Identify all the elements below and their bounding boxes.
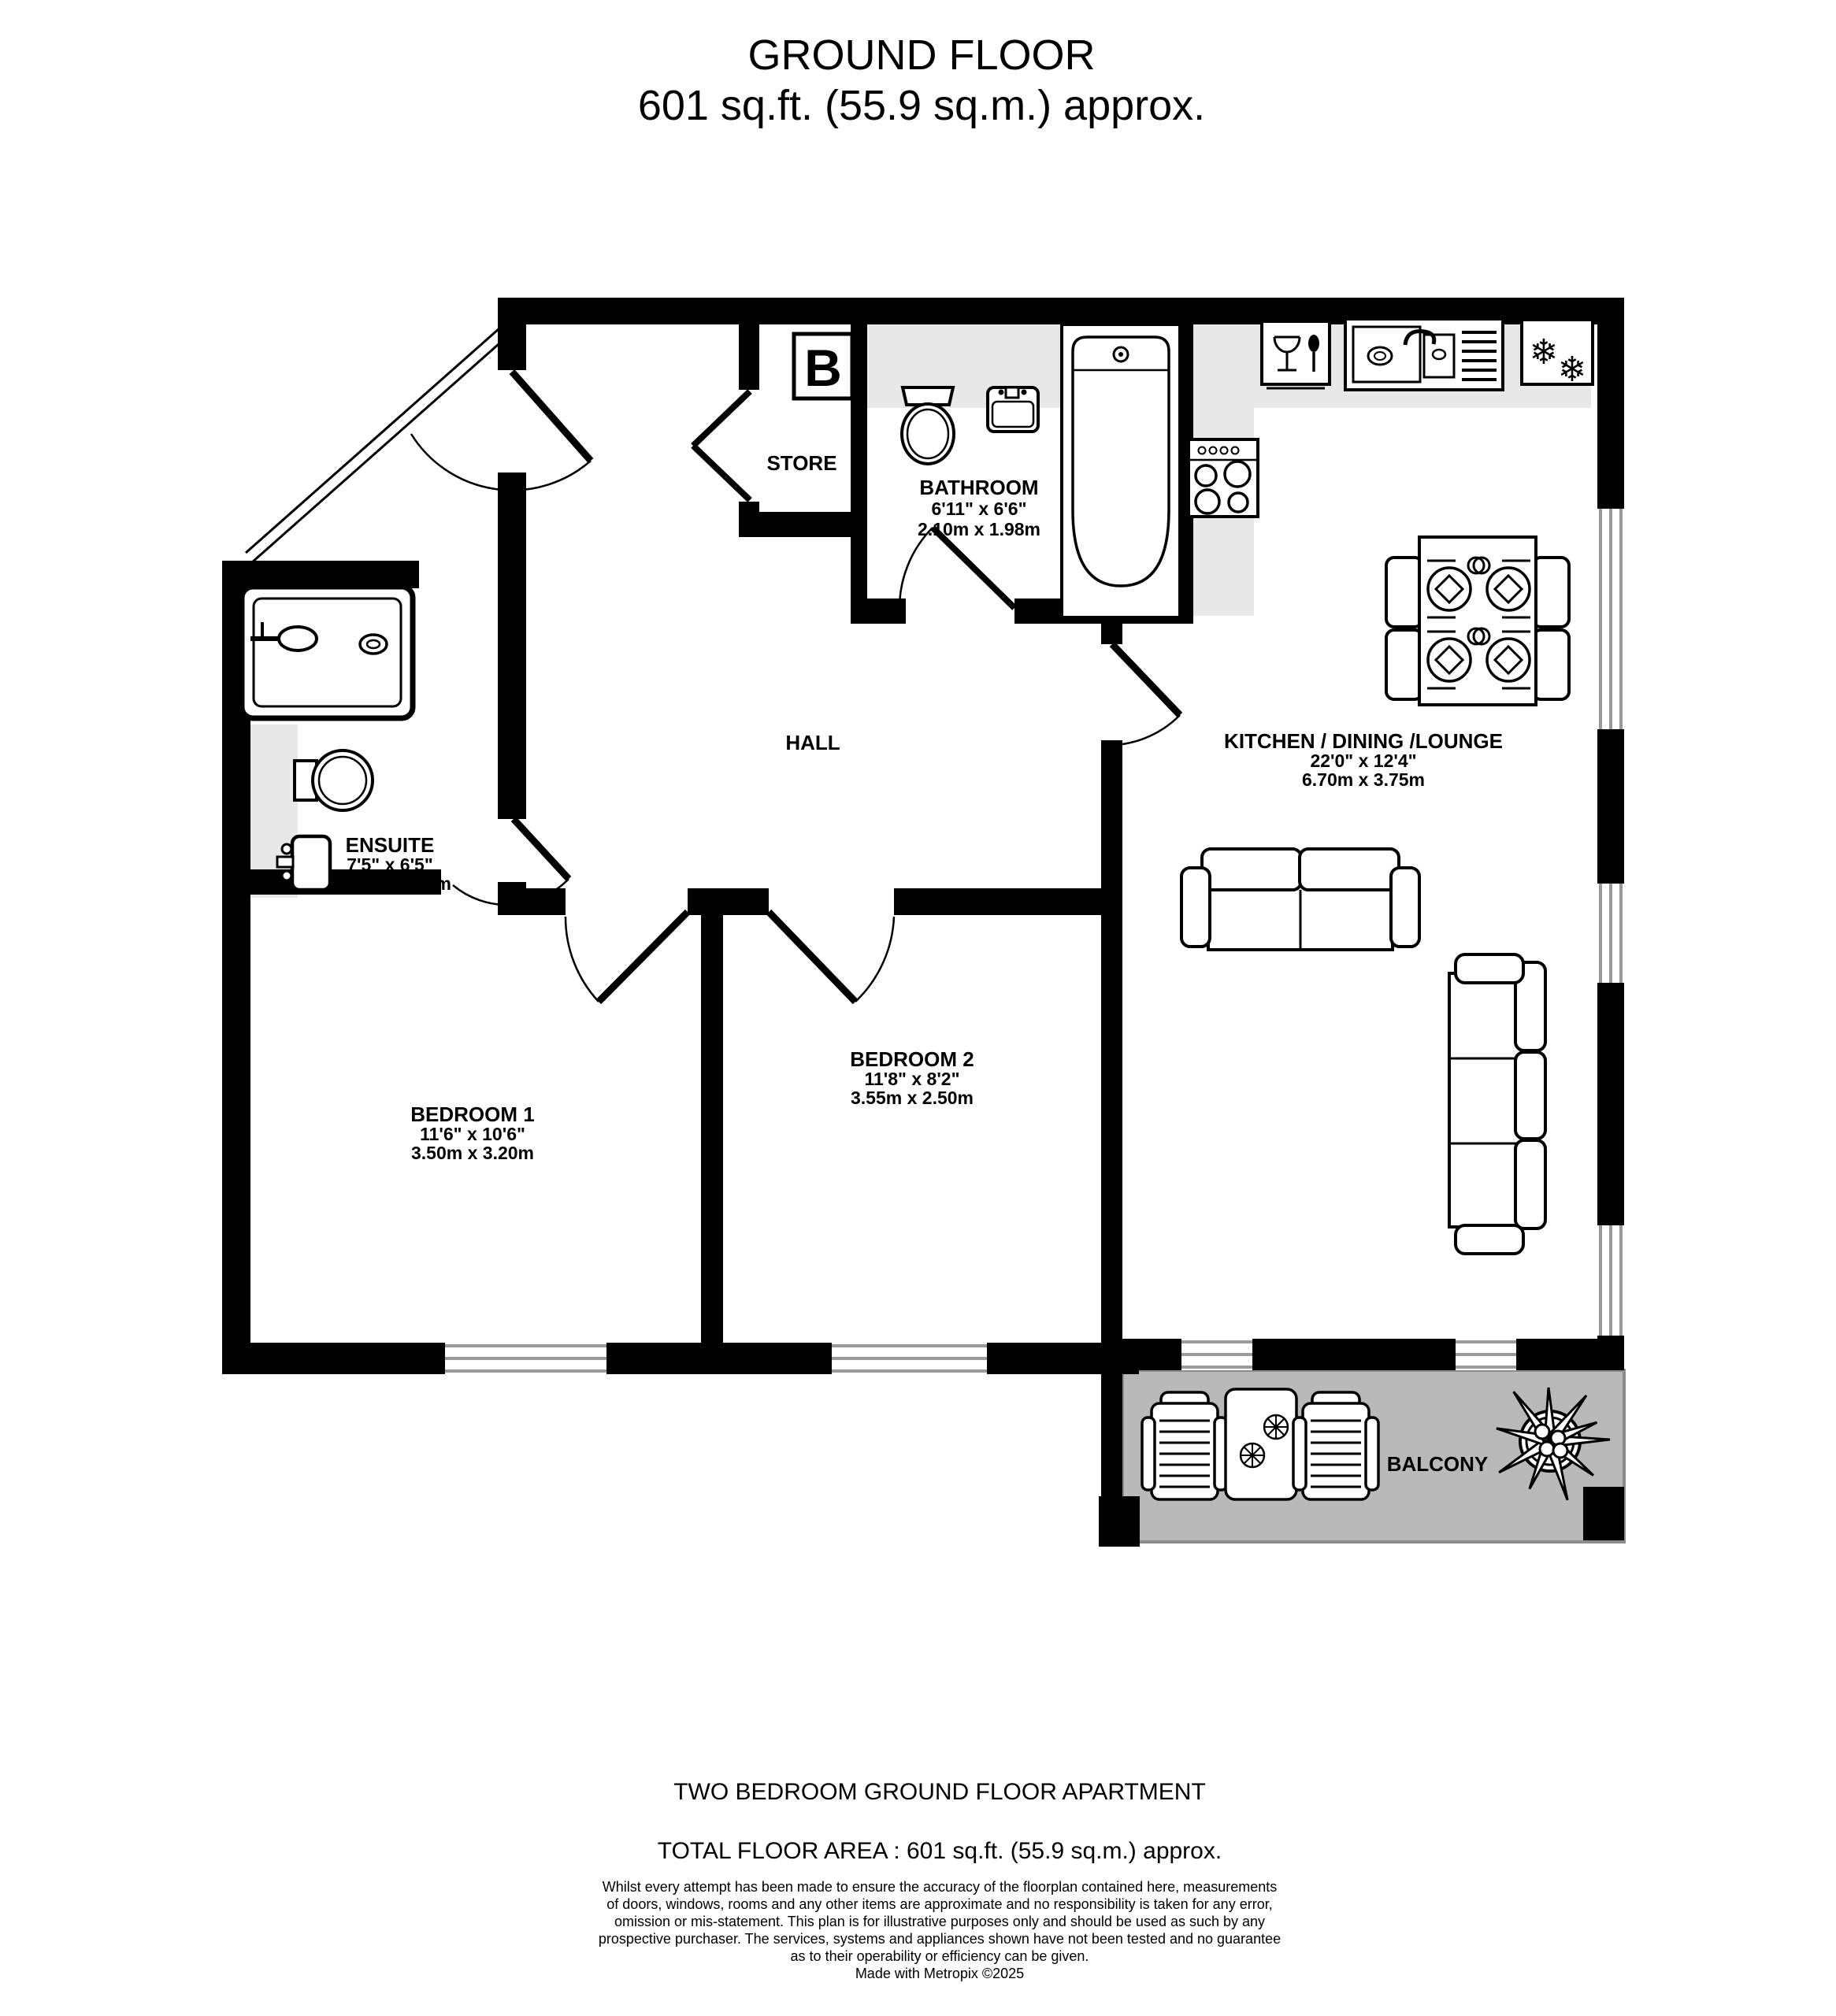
bedroom2-dims-imperial: 11'8" x 8'2" — [864, 1069, 960, 1089]
sliding-door — [1307, 1359, 1457, 1365]
bedroom2-label: BEDROOM 2 — [850, 1047, 974, 1071]
total-floor-area: TOTAL FLOOR AREA : 601 sq.ft. (55.9 sq.m.) approx. — [657, 1838, 1222, 1864]
bedroom1-door — [566, 912, 688, 1002]
wall-right — [1597, 729, 1624, 884]
bedroom2-labels — [850, 1047, 974, 1108]
dining-chair — [1533, 630, 1569, 699]
bedroom1-dims-metric: 3.50m x 3.20m — [410, 1143, 535, 1163]
toilet-icon — [295, 750, 373, 810]
title-line2: 601 sq.ft. (55.9 sq.m.) approx. — [637, 82, 1206, 129]
dining-chair — [1533, 558, 1569, 627]
shower-icon — [242, 587, 413, 718]
bathroom-dims-imperial: 6'11" x 6'6" — [931, 498, 1027, 519]
kitchen-label: KITCHEN / DINING /LOUNGE — [1224, 729, 1503, 753]
wall-right — [1597, 298, 1624, 509]
window — [445, 1343, 606, 1374]
metropix-credit: Made with Metropix ©2025 — [855, 1966, 1025, 1981]
wall-bed1-bed2 — [701, 915, 723, 1374]
toilet-icon — [902, 387, 954, 464]
wall-entrance-stub — [498, 324, 526, 370]
balcony-label: BALCONY — [1386, 1452, 1489, 1476]
bedroom2-door — [769, 912, 894, 1002]
window — [1597, 1225, 1624, 1336]
bedroom1-dims-imperial: 11'6" x 10'6" — [420, 1124, 525, 1144]
dining-table-icon — [1386, 537, 1569, 705]
kitchen-dims-metric: 6.70m x 3.75m — [1301, 769, 1426, 790]
window — [1181, 1339, 1252, 1370]
balcony-chair-icon — [1293, 1392, 1378, 1499]
bathtub-icon — [1062, 324, 1180, 617]
bathroom-dims-metric: 2.10m x 1.98m — [917, 519, 1041, 539]
disclaimer-line: prospective purchaser. The services, systems and appliances shown have not been tested and no guarantee — [598, 1931, 1281, 1947]
entrance-door — [411, 372, 591, 491]
balcony-table-icon — [1226, 1389, 1296, 1499]
wall-store-left-stub — [739, 324, 759, 390]
disclaimer-line: of doors, windows, rooms and any other items are approximate and no responsibility is taken for any error, — [606, 1896, 1273, 1912]
wall-hall-left — [498, 472, 526, 819]
window — [1597, 884, 1624, 983]
sink-icon — [988, 387, 1038, 432]
wall-bottom — [222, 1343, 1139, 1374]
svg-text:❄: ❄ — [1529, 332, 1559, 372]
kitchen-door — [1103, 644, 1180, 745]
ensuite-dims-imperial: 7'5" x 6'5" — [347, 854, 433, 875]
window — [1456, 1339, 1516, 1370]
footer — [599, 1779, 1281, 1981]
ensuite-label: ENSUITE — [345, 833, 435, 857]
kitchen-dims-imperial: 22'0" x 12'4" — [1310, 750, 1417, 771]
title-line1: GROUND FLOOR — [747, 32, 1096, 79]
store-label: STORE — [766, 451, 837, 475]
kitchen-fixtures — [1181, 319, 1593, 1254]
recess-edge — [246, 323, 506, 553]
hall-label: HALL — [785, 731, 840, 754]
store-bifold-door — [693, 391, 750, 500]
svg-text:❄: ❄ — [1557, 350, 1587, 390]
wall-right — [1597, 983, 1624, 1225]
wall-hall-bed2 — [894, 888, 1122, 915]
entrance-recess — [246, 323, 512, 562]
property-type: TWO BEDROOM GROUND FLOOR APARTMENT — [673, 1779, 1206, 1805]
balcony-corner-post — [1583, 1487, 1624, 1540]
boiler-icon — [794, 334, 852, 398]
recess-edge — [252, 332, 512, 562]
disclaimer-line: Whilst every attempt has been made to ensure the accuracy of the floorplan contained here, measurements — [602, 1879, 1278, 1895]
wall-hall-bed-mid — [688, 888, 769, 915]
wall-kitchen-door-stub — [1101, 624, 1122, 644]
bedroom2-dims-metric: 3.55m x 2.50m — [850, 1088, 974, 1108]
kitchen-sink-icon — [1345, 319, 1503, 390]
bathroom-label: BATHROOM — [919, 476, 1039, 499]
balcony-chair-icon — [1142, 1392, 1227, 1499]
sofa-two-seat-icon — [1181, 849, 1419, 950]
wall-bathroom-bottom — [851, 598, 906, 624]
wall-hall-kitchen — [1101, 740, 1122, 1545]
window — [832, 1343, 987, 1374]
ensuite-dims-metric: 2.25m x 1.95m — [328, 873, 452, 894]
bedroom1-labels — [410, 1102, 534, 1163]
sofa-three-seat-icon — [1449, 954, 1545, 1254]
fridge-freezer-icon — [1522, 320, 1593, 390]
dining-chair — [1386, 558, 1422, 627]
hob-icon — [1189, 439, 1258, 517]
disclaimer-line: omission or mis-statement. This plan is for illustrative purposes only and should be used as such by any — [614, 1914, 1266, 1929]
dishwasher-icon — [1262, 321, 1330, 388]
dining-chair — [1386, 630, 1422, 699]
disclaimer-line: as to their operability or efficiency can be given. — [790, 1948, 1089, 1964]
bedroom1-label: BEDROOM 1 — [410, 1102, 535, 1126]
plan-title — [638, 32, 1205, 129]
bathroom-door — [899, 528, 1014, 611]
window — [1597, 509, 1624, 729]
wall-store-bottom — [739, 512, 867, 537]
boiler-label: B — [804, 339, 842, 397]
